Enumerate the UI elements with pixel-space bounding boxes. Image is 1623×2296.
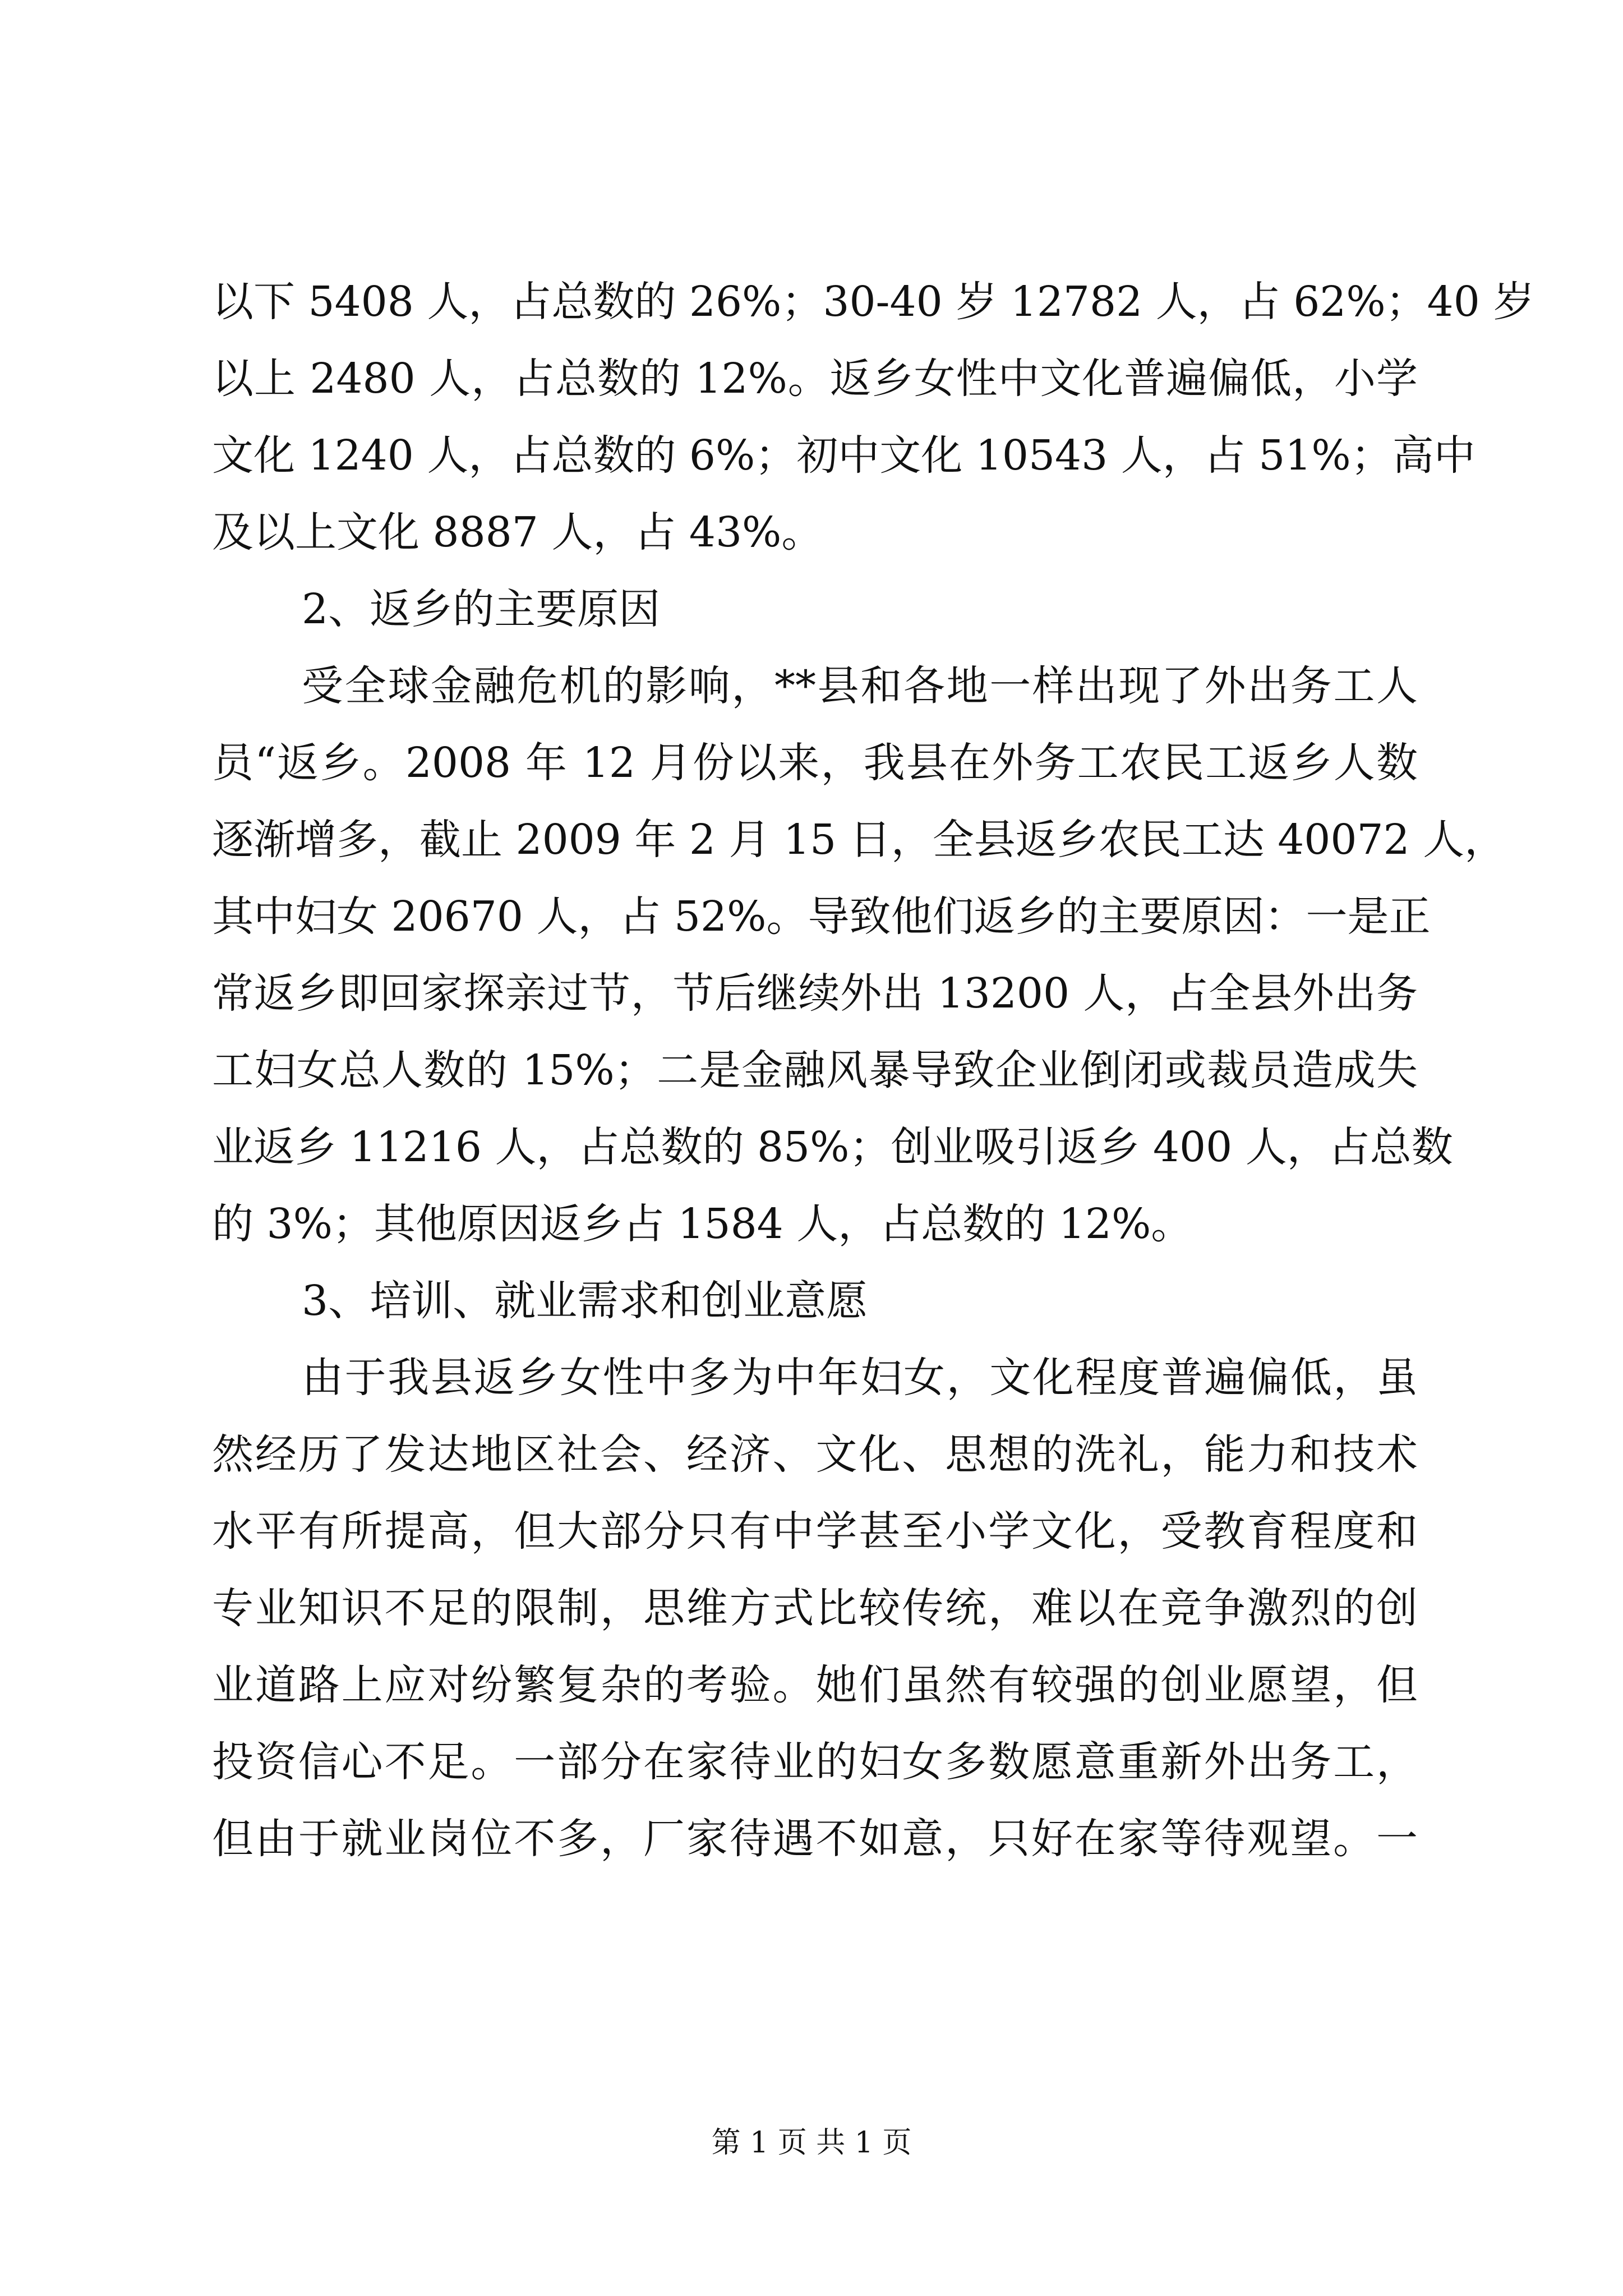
text-line-3: 文化 1240 人，占总数的 6%；初中文化 10543 人，占 51%；高中 bbox=[212, 431, 1476, 480]
text-line-4: 及以上文化 8887 人，占 43%。 bbox=[212, 508, 823, 556]
page-footer: 第 1 页 共 1 页 bbox=[711, 2126, 912, 2160]
text-line-2: 以上 2480 人，占总数的 12%。返乡女性中文化普遍偏低，小学 bbox=[212, 355, 1418, 403]
text-line-8: 逐渐增多，截止 2009 年 2 月 15 日，全县返乡农民工达 40072 人， bbox=[212, 816, 1506, 864]
section-heading-reasons: 2、返乡的主要原因 bbox=[302, 585, 661, 633]
section-heading-training: 3、培训、就业需求和创业意愿 bbox=[302, 1277, 868, 1325]
document-body bbox=[212, 264, 1535, 1878]
text-line-20: 投资信心不足。一部分在家待业的妇女多数愿意重新外出务工， bbox=[212, 1738, 1418, 1786]
text-line-13: 的 3%；其他原因返乡占 1584 人，占总数的 12%。 bbox=[212, 1200, 1193, 1248]
text-line-19: 业道路上应对纷繁复杂的考验。她们虽然有较强的创业愿望，但 bbox=[212, 1661, 1418, 1709]
text-line-10: 常返乡即回家探亲过节，节后继续外出 13200 人，占全县外出务 bbox=[212, 969, 1418, 1018]
text-line-11: 工妇女总人数的 15%；二是金融风暴导致企业倒闭或裁员造成失 bbox=[212, 1046, 1418, 1094]
text-line-6: 受全球金融危机的影响，**县和各地一样出现了外出务工人 bbox=[302, 662, 1418, 710]
text-line-16: 然经历了发达地区社会、经济、文化、思想的洗礼，能力和技术 bbox=[212, 1430, 1418, 1479]
text-line-18: 专业知识不足的限制，思维方式比较传统，难以在竞争激烈的创 bbox=[212, 1584, 1418, 1632]
text-line-1: 以下 5408 人，占总数的 26%；30-40 岁 12782 人，占 62%；40 岁 bbox=[212, 278, 1535, 326]
text-line-21: 但由于就业岗位不多，厂家待遇不如意，只好在家等待观望。一 bbox=[212, 1815, 1418, 1863]
text-line-15: 由于我县返乡女性中多为中年妇女，文化程度普遍偏低，虽 bbox=[302, 1354, 1418, 1402]
text-line-9: 其中妇女 20670 人，占 52%。导致他们返乡的主要原因：一是正 bbox=[212, 892, 1431, 941]
text-line-17: 水平有所提高，但大部分只有中学甚至小学文化，受教育程度和 bbox=[212, 1507, 1418, 1556]
text-line-7: 员“返乡。2008 年 12 月份以来，我县在外务工农民工返乡人数 bbox=[212, 739, 1418, 787]
text-line-12: 业返乡 11216 人，占总数的 85%；创业吸引返乡 400 人，占总数 bbox=[212, 1123, 1453, 1171]
